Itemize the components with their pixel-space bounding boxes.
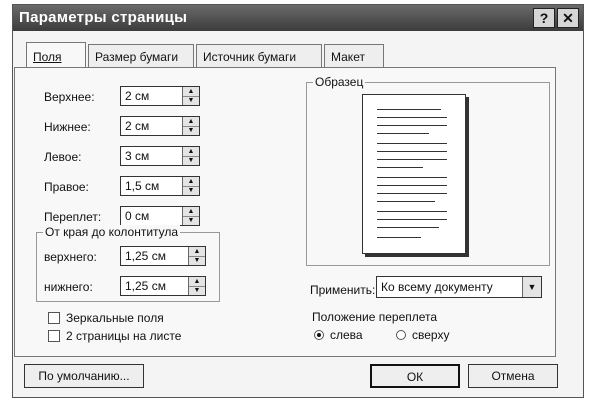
gutter-value[interactable]: 0 см bbox=[125, 209, 150, 223]
chevron-down-icon[interactable]: ▼ bbox=[522, 277, 541, 297]
gutter-position-label: Положение переплета bbox=[312, 310, 438, 324]
tab-layout-label: Макет bbox=[331, 50, 365, 64]
default-button[interactable]: По умолчанию... bbox=[24, 364, 144, 388]
gutter-label: Переплет: bbox=[44, 210, 102, 224]
left-margin-value[interactable]: 3 см bbox=[125, 149, 150, 163]
tab-paper-source[interactable] bbox=[196, 44, 322, 68]
ok-button[interactable]: ОК bbox=[370, 364, 460, 388]
header-distance-label: верхнего: bbox=[44, 250, 97, 264]
spin-up-icon[interactable]: ▲ bbox=[183, 147, 199, 157]
spin-down-icon[interactable]: ▼ bbox=[187, 217, 195, 224]
bottom-margin-stepper[interactable] bbox=[120, 116, 200, 136]
spin-up-icon[interactable]: ▲ bbox=[183, 177, 199, 187]
tab-layout[interactable] bbox=[324, 44, 384, 68]
page-preview bbox=[362, 94, 466, 254]
header-distance-stepper[interactable] bbox=[120, 246, 206, 266]
close-button[interactable] bbox=[557, 8, 579, 28]
preview-label: Образец bbox=[315, 75, 364, 89]
mirror-margins-label[interactable]: Зеркальные поля bbox=[66, 311, 164, 325]
gutter-top-label[interactable]: сверху bbox=[412, 328, 450, 342]
gutter-top-radio[interactable] bbox=[396, 330, 406, 340]
footer-distance-label: нижнего: bbox=[44, 280, 93, 294]
spin-down-icon[interactable]: ▼ bbox=[187, 97, 195, 104]
spin-down-icon[interactable]: ▼ bbox=[187, 187, 195, 194]
footer-distance-value[interactable]: 1,25 см bbox=[125, 279, 166, 293]
right-margin-value[interactable]: 1,5 см bbox=[125, 179, 160, 193]
gutter-left-label[interactable]: слева bbox=[330, 328, 363, 342]
title-bar[interactable] bbox=[13, 5, 583, 31]
spin-down-icon[interactable]: ▼ bbox=[193, 257, 201, 264]
spin-up-icon[interactable]: ▲ bbox=[183, 87, 199, 97]
two-pages-label[interactable]: 2 страницы на листе bbox=[66, 329, 182, 343]
help-button[interactable]: ? bbox=[533, 8, 555, 28]
gutter-left-radio[interactable] bbox=[314, 330, 324, 340]
cancel-button[interactable]: Отмена bbox=[468, 364, 558, 388]
footer-distance-stepper[interactable] bbox=[120, 276, 206, 296]
left-margin-label: Левое: bbox=[44, 150, 82, 164]
spin-up-icon[interactable]: ▲ bbox=[183, 117, 199, 127]
bottom-margin-value[interactable]: 2 см bbox=[125, 119, 150, 133]
apply-to-label: Применить: bbox=[310, 283, 376, 297]
tab-paper-size[interactable] bbox=[88, 44, 194, 68]
mirror-margins-checkbox[interactable] bbox=[48, 312, 60, 324]
top-margin-label: Верхнее: bbox=[44, 90, 95, 104]
left-margin-stepper[interactable] bbox=[120, 146, 200, 166]
spin-down-icon[interactable]: ▼ bbox=[187, 157, 195, 164]
tab-margins-label: Поля bbox=[33, 50, 62, 64]
spin-down-icon[interactable]: ▼ bbox=[187, 127, 195, 134]
header-footer-group-label: От края до колонтитула bbox=[45, 225, 179, 239]
tab-paper-source-label: Источник бумаги bbox=[203, 50, 297, 64]
spin-down-icon[interactable]: ▼ bbox=[193, 287, 201, 294]
top-margin-value[interactable]: 2 см bbox=[125, 89, 150, 103]
header-distance-value[interactable]: 1,25 см bbox=[125, 249, 166, 263]
right-margin-stepper[interactable] bbox=[120, 176, 200, 196]
apply-to-select[interactable] bbox=[376, 276, 542, 298]
right-margin-label: Правое: bbox=[44, 180, 89, 194]
two-pages-checkbox[interactable] bbox=[48, 330, 60, 342]
close-icon: ✕ bbox=[562, 10, 574, 26]
dialog-title: Параметры страницы bbox=[19, 9, 188, 26]
spin-up-icon[interactable]: ▲ bbox=[189, 277, 205, 287]
tab-paper-size-label: Размер бумаги bbox=[95, 50, 179, 64]
bottom-margin-label: Нижнее: bbox=[44, 120, 91, 134]
tab-margins[interactable] bbox=[26, 42, 86, 68]
gutter-stepper[interactable] bbox=[120, 206, 200, 226]
top-margin-stepper[interactable] bbox=[120, 86, 200, 106]
spin-up-icon[interactable]: ▲ bbox=[189, 247, 205, 257]
apply-to-value: Ко всему документу bbox=[381, 280, 493, 294]
spin-up-icon[interactable]: ▲ bbox=[183, 207, 199, 217]
